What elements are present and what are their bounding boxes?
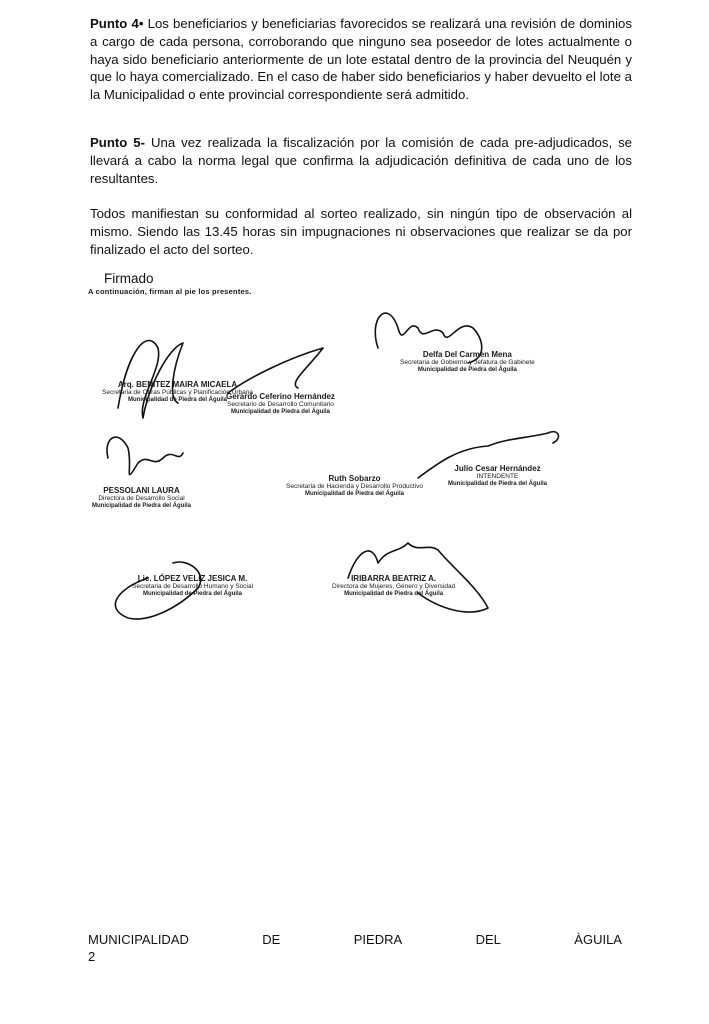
signatory-role: Directora de Desarrollo Social (98, 495, 185, 502)
punto-5-text: Una vez realizada la fiscalización por la comisión de cada pre-adjudicados, se llevará a cabo la norma legal que confirma la adjudicación definitiva de cada uno de los resultantes. (90, 135, 632, 186)
signatory-name: PESSOLANI LAURA (103, 486, 180, 495)
punto-5-label: Punto 5- (90, 135, 146, 150)
signatory-pessolani (92, 486, 191, 510)
footer-word: DE (262, 932, 281, 947)
signatory-org: Municipalidad de Piedra del Águila (143, 590, 243, 597)
signatory-name: IRIBARRA BEATRIZ A. (351, 574, 437, 583)
signatory-role: INTENDENTE (476, 473, 519, 480)
signatory-role: Secretaria de Desarrollo Humano y Social (132, 583, 254, 590)
signatory-role: Secretaria de Hacienda y Desarrollo Productivo (286, 483, 423, 490)
signatory-lopez-veliz (132, 574, 253, 598)
signatory-org: Municipalidad de Piedra del Águila (92, 502, 192, 509)
signatory-org: Municipalidad de Piedra del Águila (304, 490, 404, 497)
signatory-mena (400, 350, 535, 374)
signatory-gerardo (226, 392, 335, 416)
signatory-org: Municipalidad de Piedra del Águila (417, 366, 517, 373)
signatory-name: Lic. LÓPEZ VELIZ JESICA M. (137, 574, 248, 583)
signatory-org: Municipalidad de Piedra del Águila (448, 480, 548, 487)
signatures-scan (88, 288, 648, 648)
signatory-julio-hernandez (448, 464, 547, 488)
signatory-role: Directora de Mujeres, Género y Diversidad (332, 583, 456, 590)
signatory-name: Delfa Del Carmen Mena (422, 350, 512, 359)
signatory-name: Ruth Sobarzo (328, 474, 381, 483)
firmado-label: Firmado (104, 271, 154, 286)
signatory-org: Municipalidad de Piedra del Águila (344, 590, 444, 597)
footer-word: ÀGUILA (574, 932, 622, 947)
signatory-name: Arq. BENITEZ MAIRA MICAELA (117, 380, 238, 389)
punto-4-paragraph (90, 15, 632, 104)
signatory-role: Secretaria de Gobierno y Jefatura de Gabinete (400, 359, 535, 366)
signatory-org: Municipalidad de Piedra del Águila (128, 396, 228, 403)
punto-4-text: Los beneficiarios y beneficiarias favorecidos se realizará una revisión de dominios a cargo de cada persona, corroborando que ninguno sea poseedor de lotes actualmente o haya sido beneficiario anteriormente de un lote estatal dentro de la provincia del Neuquén y que lo haya comercializado. En el caso de haber sido beneficiarios y haber devuelto el lote a la Municipalidad o ente provincial correspondiente será admitido. (90, 16, 632, 103)
signatory-role: Secretaria de Obras Públicas y Planificación Urbana (102, 389, 254, 396)
signatory-name: Gerardo Ceferino Hernández (226, 392, 335, 401)
scan-header: A continuación, firman al pie los presentes. (88, 287, 252, 296)
signatory-org: Municipalidad de Piedra del Águila (230, 408, 330, 415)
footer-word: DEL (475, 932, 501, 947)
footer-word: MUNICIPALIDAD (88, 932, 189, 947)
signature-stroke-4 (107, 437, 183, 475)
signatory-role: Secretario de Desarrollo Comunitario (226, 401, 334, 408)
conformidad-paragraph: Todos manifiestan su conformidad al sorteo realizado, sin ningún tipo de observación al mismo. Siendo las 13.45 horas sin impugnaciones ni observaciones que realizar se da por finalizado el acto del sorteo. (90, 206, 632, 257)
signatory-iribarra (332, 574, 455, 598)
footer-word: PIEDRA (353, 932, 403, 947)
punto-5-paragraph (90, 134, 632, 187)
signatory-sobarzo (286, 474, 423, 498)
punto-4-label: Punto 4• (90, 16, 144, 31)
page-number: 2 (88, 949, 96, 964)
footer (88, 932, 622, 947)
signatory-name: Julio Cesar Hernández (454, 464, 541, 473)
